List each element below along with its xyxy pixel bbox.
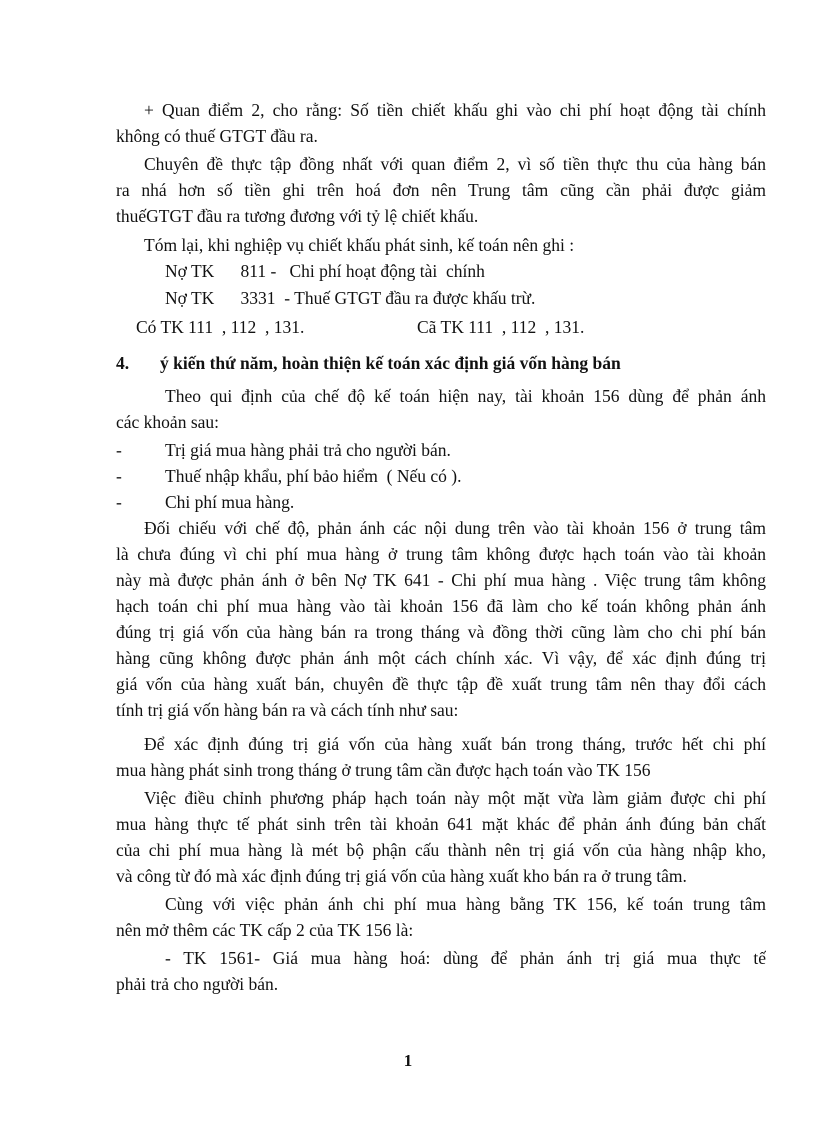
paragraph-line: các khoản sau: — [116, 412, 220, 432]
bullet-item: Chi phí mua hàng. — [165, 492, 295, 512]
page-number: 1 — [403, 1051, 413, 1070]
paragraph-line: đúng trị giá vốn của hàng bán ra trong tháng và đồng thời cũng làm cho chi phí bán — [116, 622, 766, 642]
bullet-dash: - — [116, 492, 122, 512]
paragraph-line: ra nhá hơn số tiền ghi trên hoá đơn nên Trung tâm cũng cần phải được giảm — [116, 180, 766, 200]
section-number: 4. — [116, 353, 130, 373]
paragraph-line: Cùng với việc phản ánh chi phí mua hàng bằng TK 156, kế toán trung tâm — [165, 894, 766, 914]
paragraph-line: thuếGTGT đầu ra tương đương với tỷ lệ chiết khấu. — [116, 206, 479, 226]
paragraph-line: mua hàng thực tế phát sinh trên tài khoản 641 mặt khác để phản ánh đúng bản chất — [116, 814, 766, 834]
paragraph-line: nên mở thêm các TK cấp 2 của TK 156 là: — [116, 920, 414, 940]
journal-entry-line: Cã TK 111 , 112 , 131. — [417, 317, 585, 337]
paragraph-line: Theo qui định của chế độ kế toán hiện nay, tài khoản 156 dùng để phản ánh — [165, 386, 766, 406]
journal-entry-line: Nợ TK 3331 - Thuế GTGT đầu ra được khấu trừ. — [165, 288, 536, 308]
bullet-dash: - — [116, 440, 122, 460]
journal-entry-line: Nợ TK 811 - Chi phí hoạt động tài chính — [165, 261, 485, 281]
paragraph-line: không có thuế GTGT đầu ra. — [116, 126, 318, 146]
journal-entry-line: Có TK 111 , 112 , 131. — [136, 317, 305, 337]
paragraph-line: hạch toán chi phí mua hàng vào tài khoản 156 đã làm cho kế toán không phản ánh — [116, 596, 766, 616]
paragraph-line: và công từ đó mà xác định đúng trị giá vốn của hàng xuất kho bán ra ở trung tâm. — [116, 866, 687, 886]
paragraph-line: này mà được phản ánh ở bên Nợ TK 641 - Chi phí mua hàng . Việc trung tâm không — [116, 570, 766, 590]
paragraph-line: Tóm lại, khi nghiệp vụ chiết khấu phát sinh, kế toán nên ghi : — [144, 235, 575, 255]
bullet-dash: - — [116, 466, 122, 486]
paragraph-line: Việc điều chỉnh phương pháp hạch toán này một mặt vừa làm giảm được chi phí — [144, 788, 766, 808]
paragraph-line: Đối chiếu với chế độ, phản ánh các nội dung trên vào tài khoản 156 ở trung tâm — [144, 518, 766, 538]
bullet-item: Trị giá mua hàng phải trả cho người bán. — [165, 440, 451, 460]
paragraph-line: của chi phí mua hàng là mét bộ phận cấu thành nên trị giá vốn của hàng nhập kho, — [116, 840, 766, 860]
section-heading: ý kiến thứ năm, hoàn thiện kế toán xác định giá vốn hàng bán — [160, 353, 621, 373]
paragraph-line: Chuyên đề thực tập đồng nhất với quan điểm 2, vì số tiền thực thu của hàng bán — [144, 154, 766, 174]
paragraph-line: phải trả cho người bán. — [116, 974, 279, 994]
bullet-item: Thuế nhập khẩu, phí bảo hiểm ( Nếu có ). — [165, 466, 462, 486]
paragraph-line: + Quan điểm 2, cho rằng: Số tiền chiết khấu ghi vào chi phí hoạt động tài chính — [144, 100, 766, 120]
paragraph-line: mua hàng phát sinh trong tháng ở trung tâm cần được hạch toán vào TK 156 — [116, 760, 651, 780]
paragraph-line: Để xác định đúng trị giá vốn của hàng xuất bán trong tháng, trước hết chi phí — [144, 734, 766, 754]
paragraph-line: tính trị giá vốn hàng bán ra và cách tính như sau: — [116, 700, 459, 720]
paragraph-line: là chưa đúng vì chi phí mua hàng ở trung tâm không được hạch toán vào tài khoản — [116, 544, 766, 564]
paragraph-line: - TK 1561- Giá mua hàng hoá: dùng để phản ánh trị giá mua thực tế — [165, 948, 766, 968]
paragraph-line: hàng cũng không được phản ánh một cách chính xác. Vì vậy, để xác định đúng trị — [116, 648, 766, 668]
paragraph-line: giá vốn của hàng xuất bán, chuyên đề thực tập đề xuất trung tâm nên thay đổi cách — [116, 674, 766, 694]
